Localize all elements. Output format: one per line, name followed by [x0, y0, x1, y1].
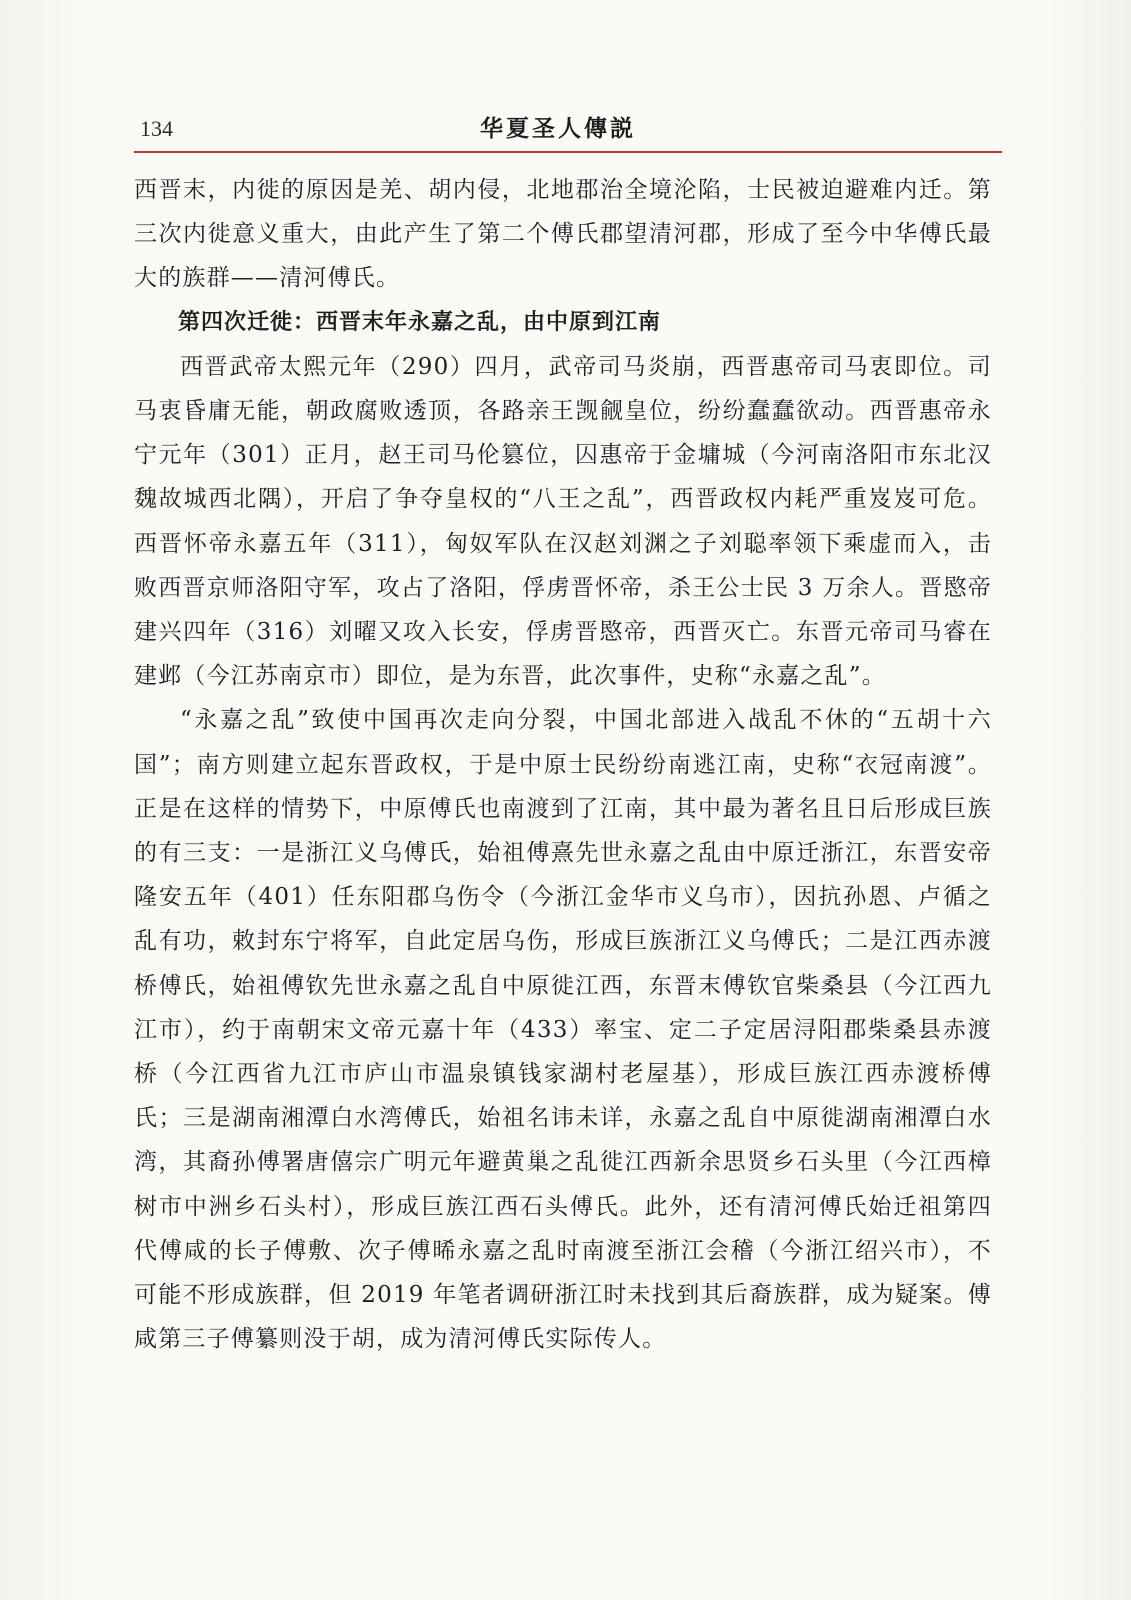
section-heading: 第四次迁徙：西晋末年永嘉之乱，由中原到江南 — [178, 309, 662, 335]
running-title: 华夏圣人傳説 — [480, 116, 636, 142]
paragraph: 西晋武帝太熙元年（290）四月，武帝司马炎崩，西晋惠帝司马衷即位。司马衷昏庸无能，朝政腐败透顶，各路亲王觊觎皇位，纷纷蠢蠢欲动。西晋惠帝永宁元年（301）正月，赵王司马伦篡位，囚惠帝于金墉城（今河南洛阳市东北汉魏故城西北隅），开启了争夺皇权的“八王之乱”，西晋政权内耗严重岌岌可危。西晋怀帝永嘉五年（311），匈奴军队在汉赵刘渊之子刘聪率领下乘虚而入，击败西晋京师洛阳守军，攻占了洛阳，俘虏晋怀帝，杀王公士民 3 万余人。晋愍帝建兴四年（316）刘曜又攻入长安，俘虏晋愍帝，西晋灭亡。东晋元帝司马睿在建邺（今江苏南京市）即位，是为东晋，此次事件，史称“永嘉之乱”。 — [134, 353, 992, 690]
page-number: 134 — [140, 116, 173, 141]
paragraph: “永嘉之乱”致使中国再次走向分裂，中国北部进入战乱不休的“五胡十六国”；南方则建立起东晋政权，于是中原士民纷纷南逃江南，史称“衣冠南渡”。正是在这样的情势下，中原傅氏也南渡到了江南，其中最为著名且日后形成巨族的有三支：一是浙江义乌傅氏，始祖傅熹先世永嘉之乱由中原迁浙江，东晋安帝隆安五年（401）任东阳郡乌伤令（今浙江金华市义乌市），因抗孙恩、卢循之乱有功，敕封东宁将军，自此定居乌伤，形成巨族浙江义乌傅氏；二是江西赤渡桥傅氏，始祖傅钦先世永嘉之乱自中原徙江西，东晋末傅钦官柴桑县（今江西九江市），约于南朝宋文帝元嘉十年（433）率宝、定二子定居浔阳郡柴桑县赤渡桥（今江西省九江市庐山市温泉镇钱家湖村老屋基），形成巨族江西赤渡桥傅氏；三是湖南湘潭白水湾傅氏，始祖名讳未详，永嘉之乱自中原徙湖南湘潭白水湾，其裔孙傅署唐僖宗广明元年避黄巢之乱徙江西新余思贤乡石头里（今江西樟树市中洲乡石头村），形成巨族江西石头傅氏。此外，还有清河傅氏始迁祖第四代傅咸的长子傅敷、次子傅晞永嘉之乱时南渡至浙江会稽（今浙江绍兴市），不可能不形成族群，但 2019 年笔者调研浙江时未找到其后裔族群，成为疑案。傅咸第三子傅纂则没于胡，成为清河傅氏实际传人。 — [134, 707, 992, 1353]
paragraph-continued: 西晋末，内徙的原因是羌、胡内侵，北地郡治全境沦陷，士民被迫避难内迁。第三次内徙意义重大，由此产生了第二个傅氏郡望清河郡，形成了至今中华傅氏最大的族群——清河傅氏。 — [134, 177, 992, 292]
header-divider — [134, 151, 1002, 153]
body-text — [134, 168, 992, 1361]
page-header — [140, 108, 1000, 150]
